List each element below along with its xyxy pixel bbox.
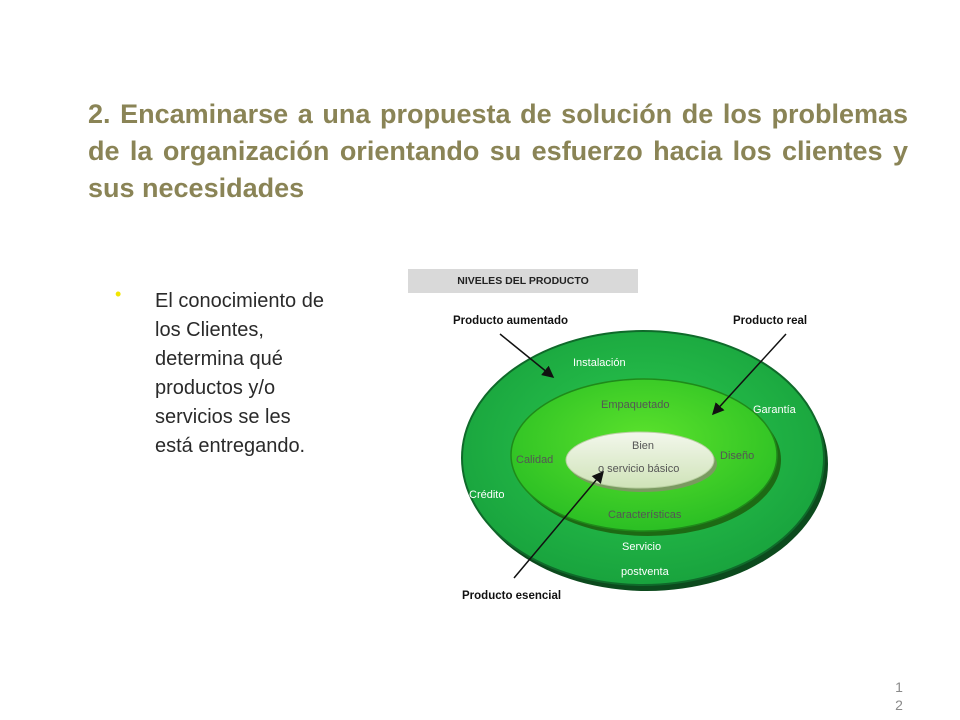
page-number: 12 xyxy=(895,679,903,713)
label-warranty: Garantía xyxy=(753,404,796,416)
label-service: Servicio xyxy=(622,541,662,553)
label-credit: Crédito xyxy=(469,489,505,501)
bullet-marker: • xyxy=(115,284,122,304)
label-core-good: Bien xyxy=(632,440,655,452)
label-augmented-product: Producto aumentado xyxy=(453,315,569,327)
bullet-text: El conocimiento de los Clientes, determina qué productos y/o servicios se les está entregando. xyxy=(155,290,324,457)
label-actual-product: Producto real xyxy=(733,315,808,327)
label-installation: Instalación xyxy=(573,357,626,369)
diagram-banner: NIVELES DEL PRODUCTO xyxy=(408,269,638,293)
label-packaging: Empaquetado xyxy=(601,399,670,411)
label-quality: Calidad xyxy=(516,454,554,466)
label-features: Características xyxy=(608,509,682,521)
label-core-service: o servicio básico xyxy=(598,463,680,475)
label-postsale: postventa xyxy=(621,566,669,578)
label-design: Diseño xyxy=(720,450,755,462)
slide-title: 2. Encaminarse a una propuesta de solución de los problemas de la organización orientando su esfuerzo hacia los clientes y sus necesidades xyxy=(88,99,908,203)
label-core-product: Producto esencial xyxy=(462,590,562,602)
